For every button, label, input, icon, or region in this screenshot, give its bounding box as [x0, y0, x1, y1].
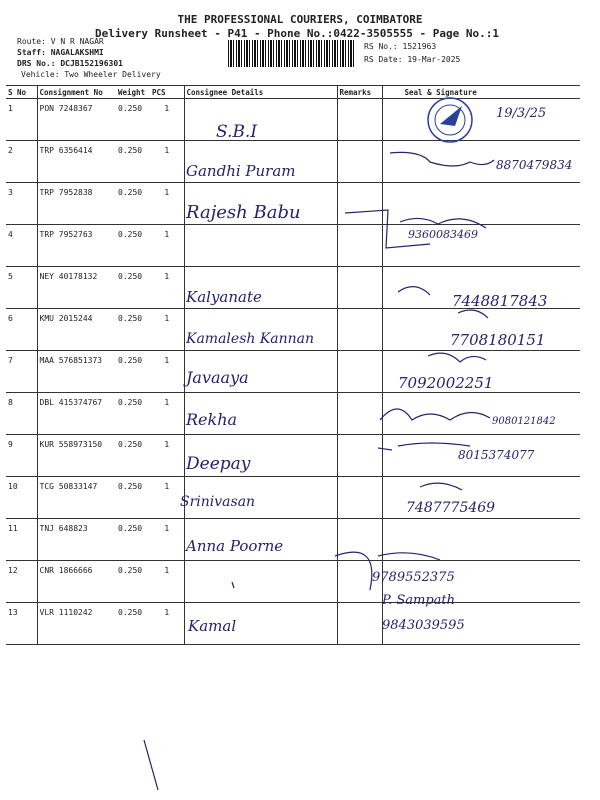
cell-weight: 0.250 — [116, 267, 150, 309]
cell-pcs: 1 — [150, 225, 184, 267]
cell-pcs: 1 — [150, 477, 184, 519]
handwritten-name: Rekha — [186, 410, 238, 429]
handwritten-signature: 8870479834 — [496, 158, 573, 172]
handwritten-signature: P. Sampath — [382, 593, 456, 608]
col-sno: S No — [6, 86, 37, 99]
handwritten-name: Srinivasan — [180, 494, 256, 510]
route-text: Route: V N R NAGAR — [17, 37, 104, 46]
handwritten-name: Rajesh Babu — [186, 202, 301, 223]
cell-consignment: TRP 7952838 — [37, 183, 116, 225]
col-weight: Weight — [116, 86, 150, 99]
cell-weight: 0.250 — [116, 477, 150, 519]
cell-pcs: 1 — [150, 519, 184, 561]
handwritten-name: Anna Poorne — [186, 537, 284, 555]
cell-sno: 3 — [6, 183, 37, 225]
cell-weight: 0.250 — [116, 561, 150, 603]
col-signature: Seal & Signature — [382, 86, 580, 99]
cell-sno: 11 — [6, 519, 37, 561]
cell-consignment: TRP 7952763 — [37, 225, 116, 267]
cell-sno: 5 — [6, 267, 37, 309]
handwritten-signature: 7092002251 — [398, 374, 494, 392]
drs-value: DCJB152196301 — [60, 59, 123, 68]
page-subtitle: Delivery Runsheet - P41 - Phone No.:0422-3505555 - Page No.:1 — [95, 27, 499, 40]
cell-weight: 0.250 — [116, 99, 150, 141]
cell-weight: 0.250 — [116, 519, 150, 561]
signature-scribble — [390, 152, 494, 166]
handwritten-signature: 9080121842 — [492, 416, 556, 427]
cell-sno: 12 — [6, 561, 37, 603]
cell-consignment: PON 7248367 — [37, 99, 116, 141]
cell-weight: 0.250 — [116, 141, 150, 183]
handwritten-signature: 8015374077 — [458, 448, 535, 462]
courier-stamp — [428, 98, 472, 142]
handwritten-signature: 9843039595 — [382, 618, 465, 633]
cell-pcs: 1 — [150, 393, 184, 435]
handwritten-name: Javaaya — [186, 368, 249, 387]
page-title: THE PROFESSIONAL COURIERS, COIMBATORE — [177, 13, 423, 26]
cell-weight: 0.250 — [116, 435, 150, 477]
cell-pcs: 1 — [150, 435, 184, 477]
handwritten-signature: 7708180151 — [450, 331, 546, 349]
handwritten-name: Kalyanate — [186, 288, 262, 306]
handwritten-signature: 9789552375 — [372, 570, 455, 585]
cell-consignment: CNR 1866666 — [37, 561, 116, 603]
signature-scribble — [398, 287, 430, 295]
handwritten-name: S.B.I — [216, 122, 258, 142]
cell-pcs: 1 — [150, 141, 184, 183]
cell-sno: 9 — [6, 435, 37, 477]
signature-scribble — [400, 218, 486, 228]
handwritten-signature: 19/3/25 — [496, 106, 547, 121]
signature-scribble — [420, 483, 462, 490]
cell-weight: 0.250 — [116, 183, 150, 225]
signature-scribble — [378, 443, 470, 450]
handwritten-name: Kamal — [188, 617, 237, 635]
col-remarks: Remarks — [337, 86, 382, 99]
cell-weight: 0.250 — [116, 351, 150, 393]
staff-label: Staff: — [17, 48, 46, 57]
handwritten-name: Deepay — [186, 454, 251, 474]
signature-scribble — [378, 553, 440, 560]
handwritten-name: Kamalesh Kannan — [186, 331, 315, 347]
arrow-mark — [335, 552, 372, 590]
stray-pen-mark — [144, 740, 158, 790]
cell-consignment: TRP 6356414 — [37, 141, 116, 183]
rs-date: RS Date: 19-Mar-2025 — [364, 55, 461, 64]
staff-value: NAGALAKSHMI — [50, 48, 104, 57]
cell-weight: 0.250 — [116, 393, 150, 435]
cell-sno: 6 — [6, 309, 37, 351]
cell-consignment: MAA 576851373 — [37, 351, 116, 393]
cell-pcs: 1 — [150, 99, 184, 141]
cell-consignment: KUR 558973150 — [37, 435, 116, 477]
cell-sno: 13 — [6, 603, 37, 645]
cell-consignment: TNJ 648823 — [37, 519, 116, 561]
cell-weight: 0.250 — [116, 309, 150, 351]
cell-pcs: 1 — [150, 267, 184, 309]
cell-consignment: NEY 40178132 — [37, 267, 116, 309]
tick-mark — [232, 582, 234, 588]
cell-pcs: 1 — [150, 603, 184, 645]
cell-consignment: VLR 1110242 — [37, 603, 116, 645]
col-consignment: Consignment No — [37, 86, 116, 99]
cell-sno: 2 — [6, 141, 37, 183]
handwritten-signature: 7448817843 — [452, 292, 548, 310]
cell-sno: 10 — [6, 477, 37, 519]
cell-weight: 0.250 — [116, 603, 150, 645]
cell-pcs: 1 — [150, 561, 184, 603]
signature-scribble — [380, 409, 490, 420]
pen-scribbles — [144, 152, 494, 790]
handwritten-signature: 9360083469 — [408, 228, 478, 241]
col-pcs: PCS — [150, 86, 184, 99]
handwritten-signature: 7487775469 — [406, 500, 496, 516]
cell-sno: 1 — [6, 99, 37, 141]
signature-scribble — [458, 310, 488, 318]
arrow-mark — [345, 210, 430, 248]
cell-pcs: 1 — [150, 183, 184, 225]
cell-consignment: DBL 415374767 — [37, 393, 116, 435]
cell-consignment: TCG 50833147 — [37, 477, 116, 519]
signature-scribble — [428, 353, 486, 362]
cell-sno: 8 — [6, 393, 37, 435]
cell-consignment: KMU 2015244 — [37, 309, 116, 351]
cell-sno: 7 — [6, 351, 37, 393]
vehicle-text: Vehicle: Two Wheeler Delivery — [21, 70, 161, 79]
drs-label: DRS No.: — [17, 59, 56, 68]
col-consignee: Consignee Details — [184, 86, 337, 99]
cell-pcs: 1 — [150, 351, 184, 393]
handwritten-name: Gandhi Puram — [186, 162, 296, 180]
cell-pcs: 1 — [150, 309, 184, 351]
rs-no: RS No.: 1521963 — [364, 42, 437, 51]
cell-weight: 0.250 — [116, 225, 150, 267]
cell-sno: 4 — [6, 225, 37, 267]
